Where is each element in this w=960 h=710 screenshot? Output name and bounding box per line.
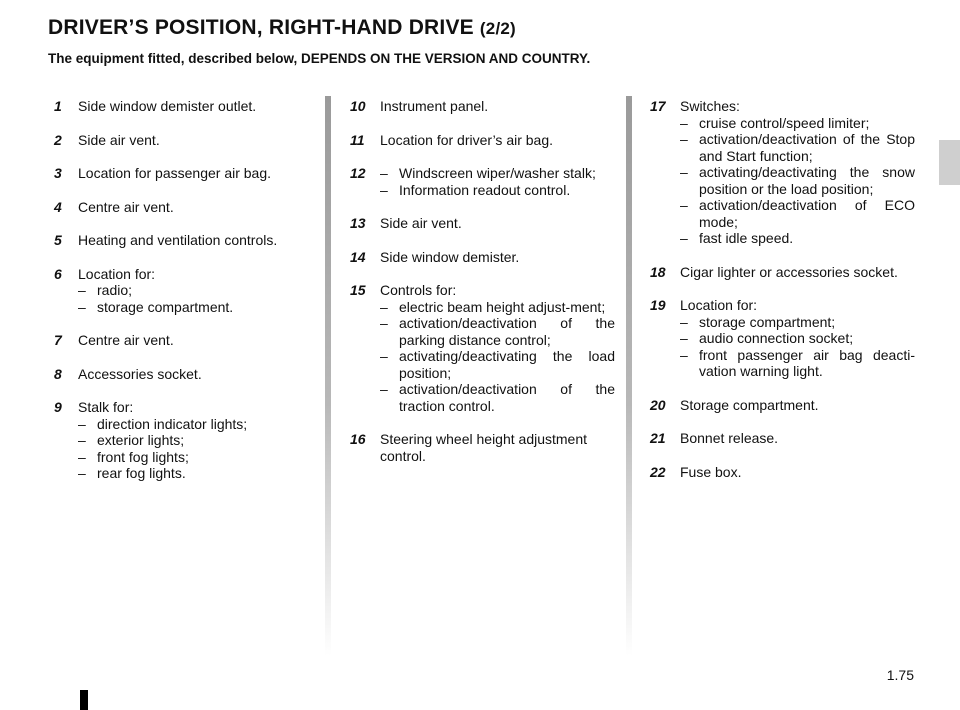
legend-item	[350, 431, 615, 464]
legend-sub-item-text: storage compartment;	[699, 313, 836, 330]
legend-item-text: Location for passenger air bag.	[78, 165, 272, 181]
legend-item	[650, 98, 915, 247]
legend-item	[50, 266, 300, 316]
legend-sub-item	[78, 416, 300, 433]
legend-item-body	[78, 366, 300, 383]
legend-item-number: 2	[54, 131, 62, 148]
column-3	[650, 98, 915, 497]
legend-sub-item	[380, 315, 615, 348]
legend-sub-item-text: Windscreen wiper/washer stalk;	[399, 165, 596, 181]
legend-item-number: 17	[650, 98, 666, 114]
legend-item	[50, 165, 300, 182]
legend-item	[50, 366, 300, 383]
legend-item-number: 3	[54, 165, 62, 181]
legend-sub-item-text: electric beam height adjust-ment;	[399, 298, 606, 315]
legend-item-text: Side window demister outlet.	[78, 98, 257, 114]
page-title-text: DRIVER’S POSITION, RIGHT-HAND DRIVE	[48, 16, 474, 39]
legend-item-body	[680, 297, 915, 380]
legend-item	[50, 399, 300, 482]
legend-sub-item	[380, 182, 615, 199]
legend-item-body	[78, 332, 300, 349]
legend-item-number: 14	[350, 248, 366, 265]
legend-item	[650, 464, 915, 481]
legend-item-body	[78, 199, 300, 216]
legend-sub-item-text: activating/deactivating the snow position or the load position;	[699, 164, 915, 197]
legend-item-number: 11	[350, 131, 365, 148]
legend-item-text: Location for:	[680, 297, 758, 313]
legend-item-text: Heating and ventilation controls.	[78, 232, 278, 248]
legend-sub-item-text: front passenger air bag deacti-vation warning light.	[699, 346, 915, 379]
legend-item-body	[78, 232, 300, 249]
legend-item-body	[380, 215, 615, 232]
column-divider	[325, 96, 331, 656]
legend-item-text: Controls for:	[380, 282, 457, 298]
legend-item-text: Stalk for:	[78, 399, 134, 415]
legend-sub-item-text: cruise control/speed limiter;	[699, 114, 870, 131]
legend-item	[350, 165, 615, 198]
legend-sub-item-text: rear fog lights.	[97, 465, 186, 481]
legend-item-text: Steering wheel height adjustment control.	[380, 431, 588, 464]
legend-sub-item-text: direction indicator lights;	[97, 415, 248, 432]
page-subtitle: The equipment fitted, described below, DEPENDS ON THE VERSION AND COUNTRY.	[48, 51, 591, 66]
legend-item-text: Location for:	[78, 265, 156, 282]
legend-sub-item-text: activation/deactivation of the parking distance control;	[399, 315, 615, 348]
column-divider	[626, 96, 632, 656]
legend-item-text: Accessories socket.	[78, 365, 202, 382]
legend-sub-item-text: activating/deactivating the load position;	[399, 348, 615, 381]
legend-item	[350, 249, 615, 266]
legend-item-text: Storage compartment.	[680, 396, 819, 413]
legend-sub-item-text: storage compartment.	[97, 298, 234, 315]
legend-item-body	[78, 399, 300, 482]
column-2	[350, 98, 615, 481]
legend-item-text: Cigar lighter or accessories socket.	[680, 263, 898, 280]
legend-item-body	[380, 431, 615, 464]
legend-item	[50, 199, 300, 216]
dash-bullet: –	[680, 114, 688, 131]
dash-bullet: –	[680, 313, 688, 330]
legend-sub-item	[680, 314, 915, 331]
legend-item-text: Side air vent.	[380, 215, 462, 231]
legend-item	[650, 430, 915, 447]
legend-sub-item	[380, 165, 615, 182]
legend-sub-item-text: fast idle speed.	[699, 230, 794, 246]
legend-sub-item	[78, 299, 300, 316]
legend-item-text: Location for driver’s air bag.	[380, 131, 554, 148]
legend-sub-item	[680, 347, 915, 380]
legend-item-number: 16	[350, 431, 366, 447]
legend-sub-item	[78, 282, 300, 299]
legend-item	[650, 297, 915, 380]
legend-sub-item-text: audio connection socket;	[699, 330, 854, 346]
legend-item-text: Side air vent.	[78, 131, 160, 148]
dash-bullet: –	[78, 415, 86, 432]
legend-item-number: 7	[54, 332, 62, 348]
legend-item-number: 4	[54, 198, 62, 215]
dash-bullet: –	[78, 432, 86, 448]
page-number: 1.75	[886, 667, 914, 683]
dash-bullet: –	[380, 181, 388, 198]
legend-item-number: 1	[54, 98, 62, 114]
legend-item-body	[380, 165, 615, 198]
legend-item-text: Side window demister.	[380, 248, 520, 265]
legend-item-body	[680, 98, 915, 247]
page-title-suffix: (2/2)	[479, 19, 516, 38]
legend-item-number: 20	[650, 396, 666, 413]
legend-sub-item	[78, 432, 300, 449]
dash-bullet: –	[680, 164, 688, 180]
legend-item-text: Centre air vent.	[78, 332, 174, 348]
legend-item-number: 5	[54, 232, 62, 248]
dash-bullet: –	[680, 197, 688, 213]
legend-item-number: 13	[350, 215, 366, 231]
legend-item-body	[680, 397, 915, 414]
legend-item-number: 21	[650, 430, 666, 446]
legend-sub-item	[380, 381, 615, 414]
legend-item-body	[380, 132, 615, 149]
dash-bullet: –	[680, 230, 688, 246]
dash-bullet: –	[78, 448, 86, 465]
dash-bullet: –	[380, 348, 388, 364]
legend-item-number: 18	[650, 263, 666, 280]
dash-bullet: –	[380, 315, 388, 331]
dash-bullet: –	[380, 165, 388, 181]
legend-item-number: 8	[54, 365, 62, 382]
legend-item-text: Instrument panel.	[380, 98, 489, 114]
legend-item	[50, 332, 300, 349]
section-thumb-tab	[939, 140, 960, 185]
legend-sub-item-text: exterior lights;	[97, 432, 185, 448]
legend-item	[650, 264, 915, 281]
legend-item	[50, 132, 300, 149]
legend-sub-item	[380, 299, 615, 316]
legend-sub-item-text: front fog lights;	[97, 448, 189, 465]
dash-bullet: –	[78, 282, 86, 298]
legend-item-body	[680, 264, 915, 281]
legend-item-number: 15	[350, 282, 366, 298]
legend-item-body	[680, 464, 915, 481]
legend-sub-item-text: activation/deactivation of the Stop and Start function;	[699, 131, 915, 164]
legend-sub-item	[680, 230, 915, 247]
dash-bullet: –	[380, 298, 388, 315]
legend-item	[350, 215, 615, 232]
legend-sub-item	[78, 449, 300, 466]
legend-sub-item	[680, 115, 915, 132]
legend-item-body	[78, 132, 300, 149]
dash-bullet: –	[680, 131, 688, 147]
legend-item-text: Fuse box.	[680, 463, 742, 480]
column-1	[50, 98, 300, 499]
legend-item-text: Switches:	[680, 98, 740, 114]
legend-sub-item-text: activation/deactivation of ECO mode;	[699, 197, 915, 230]
page-title	[48, 16, 516, 40]
legend-item-body	[380, 98, 615, 115]
legend-item-body	[78, 98, 300, 115]
legend-item-body	[78, 266, 300, 316]
legend-item-number: 19	[650, 297, 666, 313]
dash-bullet: –	[680, 330, 688, 346]
legend-item	[350, 132, 615, 149]
legend-item-number: 10	[350, 98, 366, 114]
legend-item-text: Centre air vent.	[78, 198, 174, 215]
legend-item-body	[380, 282, 615, 414]
legend-sub-item-text: radio;	[97, 282, 133, 298]
legend-item-body	[380, 249, 615, 266]
legend-item	[650, 397, 915, 414]
legend-item-body	[78, 165, 300, 182]
legend-sub-item-text: activation/deactivation of the traction control.	[399, 381, 615, 414]
legend-item	[50, 98, 300, 115]
legend-sub-item	[680, 197, 915, 230]
legend-sub-item	[78, 465, 300, 482]
legend-item-number: 12	[350, 165, 366, 181]
legend-sub-item-text: Information readout control.	[399, 181, 571, 198]
legend-item-number: 6	[54, 265, 62, 282]
legend-item	[350, 282, 615, 414]
legend-sub-item	[680, 164, 915, 197]
dash-bullet: –	[78, 465, 86, 481]
legend-item-body	[680, 430, 915, 447]
dash-bullet: –	[680, 346, 688, 363]
legend-sub-item	[380, 348, 615, 381]
legend-item-number: 9	[54, 399, 62, 415]
dash-bullet: –	[78, 298, 86, 315]
crop-mark	[80, 690, 88, 710]
legend-item	[350, 98, 615, 115]
legend-item	[50, 232, 300, 249]
dash-bullet: –	[380, 381, 388, 397]
legend-item-number: 22	[650, 463, 666, 480]
legend-sub-item	[680, 330, 915, 347]
legend-sub-item	[680, 131, 915, 164]
legend-item-text: Bonnet release.	[680, 430, 779, 446]
